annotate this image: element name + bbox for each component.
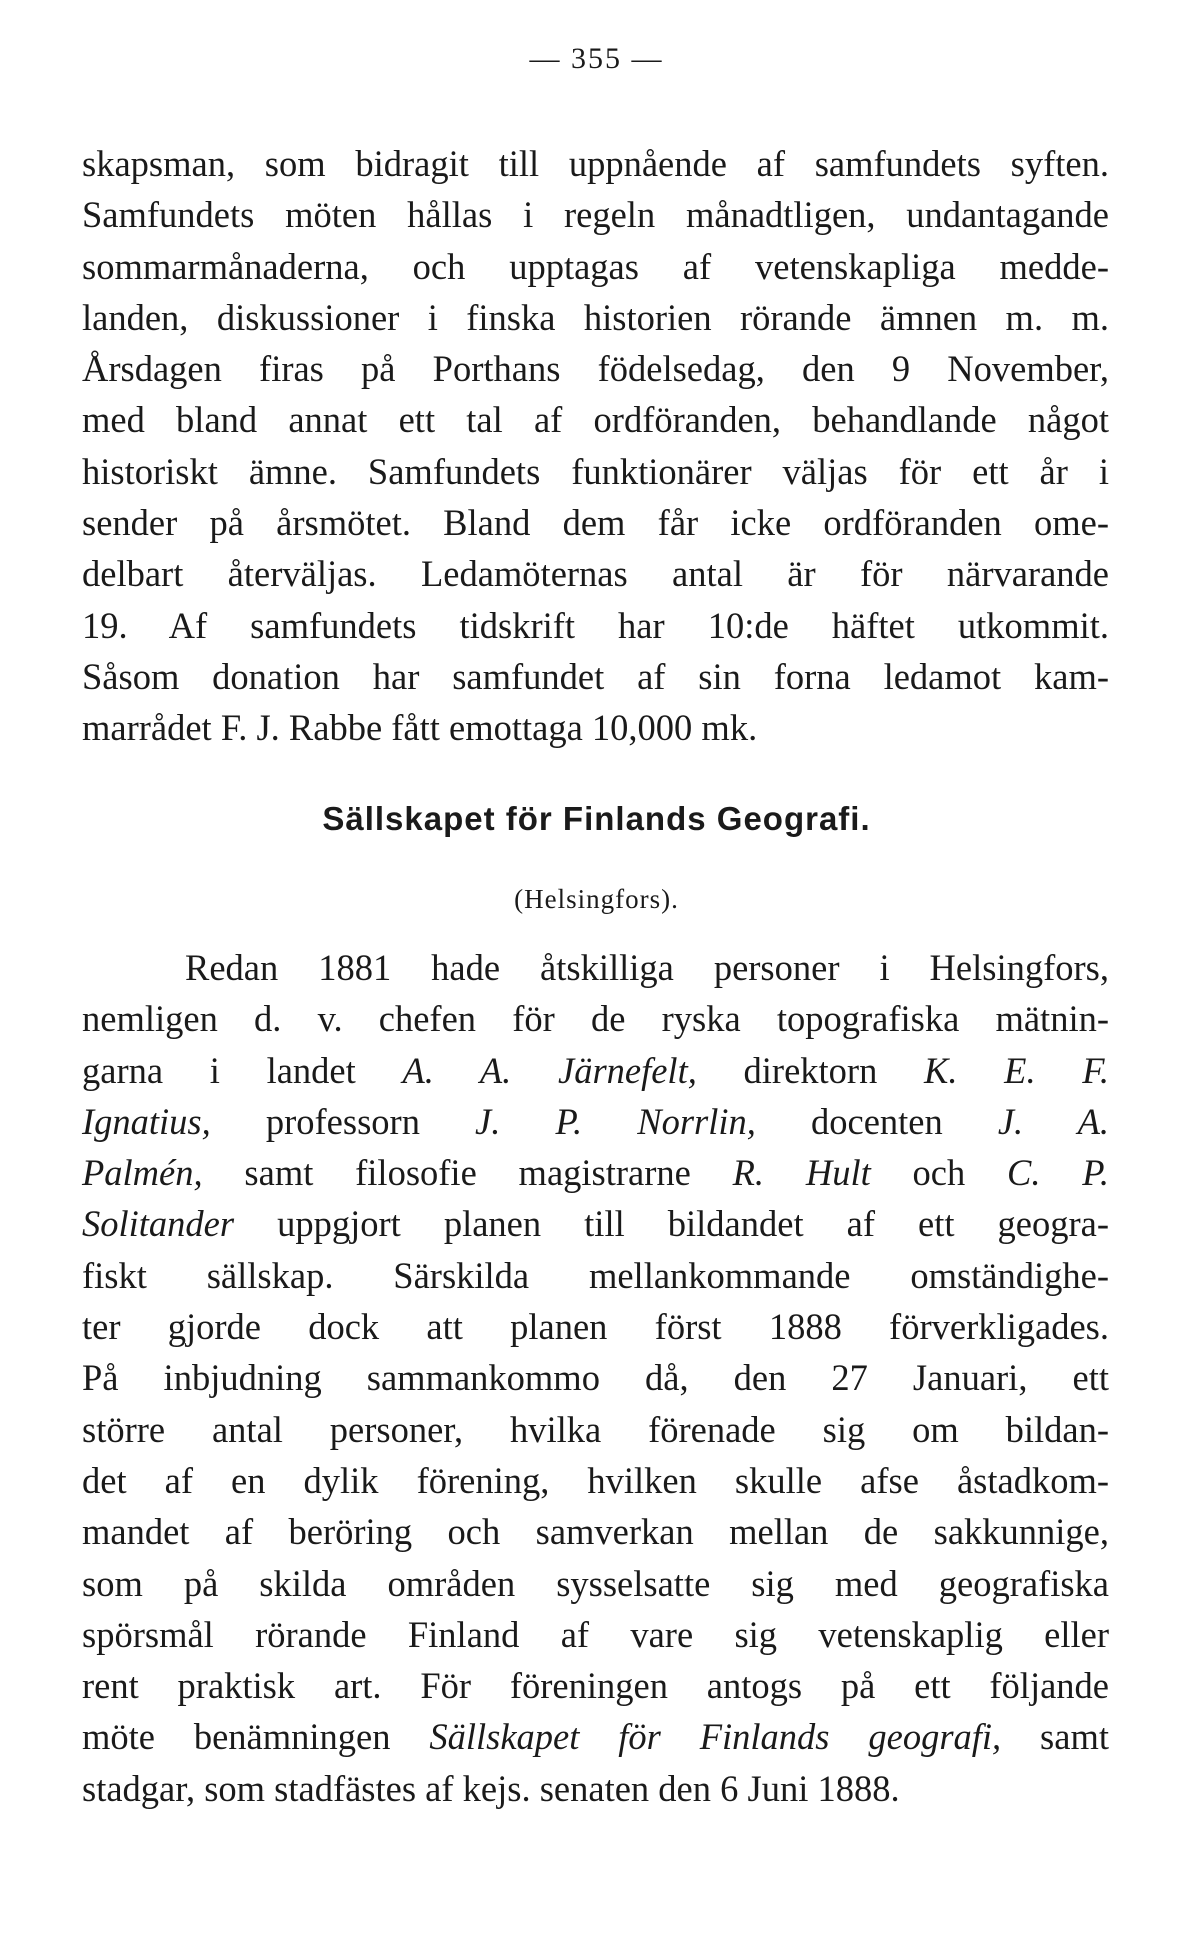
section-subheading: (Helsingfors). <box>514 884 679 914</box>
text-line <box>82 1045 1109 1096</box>
text-line: som på skilda områden sysselsatte sig med geografiska <box>82 1562 1109 1604</box>
person-name: K. E. F. <box>924 1049 1109 1091</box>
person-name: Palmén, <box>82 1152 203 1194</box>
person-name: Solitander <box>82 1203 235 1245</box>
text-line: ter gjorde dock att planen först 1888 förverkligades. <box>82 1306 1109 1348</box>
text-line: historiskt ämne. Samfundets funktionärer väljas för ett år i <box>82 450 1109 492</box>
text-line: nemligen d. v. chefen för de ryska topografiska mätnin- <box>82 998 1109 1040</box>
text-line: spörsmål rörande Finland af vare sig vetenskaplig eller <box>82 1613 1109 1655</box>
text-line: med bland annat ett tal af ordföranden, behandlande något <box>82 399 1109 441</box>
text-line <box>82 1096 1109 1147</box>
text-line: Samfundets möten hållas i regeln månadtligen, undantagande <box>82 194 1109 236</box>
top-paragraph <box>82 138 1109 754</box>
text-line: rent praktisk art. För föreningen antogs på ett följande <box>82 1665 1109 1707</box>
person-name: J. P. Norrlin, <box>475 1100 756 1142</box>
text-run: professorn <box>210 1100 476 1142</box>
text-line: skapsman, som bidragit till uppnående af samfundets syften. <box>82 143 1109 184</box>
person-name: C. P. <box>1007 1152 1110 1194</box>
text-line: delbart återväljas. Ledamöternas antal är för närvarande <box>82 553 1109 595</box>
page-number: — 355 — <box>529 42 664 75</box>
text-run: uppgjort planen till bildandet af ett geogra- <box>234 1203 1109 1245</box>
text-run: direktorn <box>696 1049 925 1091</box>
society-name: Sällskapet för Finlands geografi, <box>429 1716 1002 1758</box>
text-line: På inbjudning sammankommo då, den 27 Januari, ett <box>82 1357 1109 1399</box>
text-line <box>82 1711 1109 1762</box>
text-line <box>82 1198 1109 1249</box>
text-run: docenten <box>755 1100 998 1142</box>
bottom-paragraph <box>82 942 1109 1814</box>
text-run: möte benämningen <box>82 1716 430 1758</box>
text-line: Redan 1881 hade åtskilliga personer i Helsingfors, <box>185 947 1109 988</box>
text-line: mandet af beröring och samverkan mellan de sakkunnige, <box>82 1511 1109 1553</box>
text-run: och <box>870 1152 1008 1194</box>
text-line <box>82 1147 1109 1198</box>
text-run: samt <box>1001 1716 1109 1758</box>
text-line: det af en dylik förening, hvilken skulle afse åstadkom- <box>82 1459 1109 1501</box>
text-line: fiskt sällskap. Särskilda mellankommande omständighe- <box>82 1254 1109 1296</box>
text-line: marrådet F. J. Rabbe fått emottaga 10,000 mk. <box>82 707 758 749</box>
text-line: sender på årsmötet. Bland dem får icke ordföranden ome- <box>82 502 1109 544</box>
text-line: Såsom donation har samfundet af sin forna ledamot kam- <box>82 655 1109 697</box>
text-line: stadgar, som stadfästes af kejs. senaten den 6 Juni 1888. <box>82 1767 900 1809</box>
text-line: Årsdagen firas på Porthans födelsedag, den 9 November, <box>82 348 1109 390</box>
text-run: samt filosofie magistrarne <box>202 1152 733 1194</box>
text-run: garna i landet <box>82 1049 403 1091</box>
person-name: R. Hult <box>732 1152 871 1194</box>
text-line: sommarmånaderna, och upptagas af vetenskapliga medde- <box>82 245 1109 287</box>
text-line: 19. Af samfundets tidskrift har 10:de häftet utkommit. <box>82 604 1109 646</box>
text-line: större antal personer, hvilka förenade sig om bildan- <box>82 1408 1109 1450</box>
text-line: landen, diskussioner i finska historien rörande ämnen m. m. <box>82 296 1109 338</box>
person-name: Ignatius, <box>82 1100 211 1142</box>
section-heading: Sällskapet för Finlands Geografi. <box>322 800 871 837</box>
person-name: A. A. Järnefelt, <box>402 1049 697 1091</box>
person-name: J. A. <box>997 1100 1109 1142</box>
